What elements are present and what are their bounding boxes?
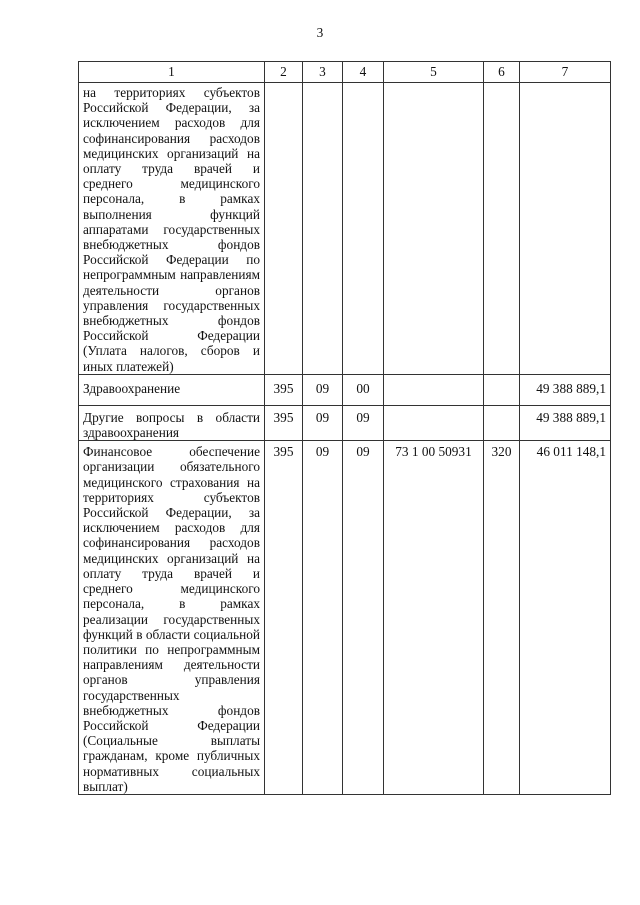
header-row: [79, 62, 611, 83]
row-name: Другие вопросы в области здравоохранения: [79, 405, 265, 440]
row-section: 09: [303, 405, 343, 440]
row-section: 09: [303, 374, 343, 405]
column-header: 7: [520, 62, 611, 83]
row-amount: [520, 83, 611, 375]
row-name: Финансовое обеспечение организации обязательного медицинского страхования на территориях субъектов Российской Федерации, за исключением расходов для софинансирования расходов медицинских организаций на оплату труда врачей и среднего медицинского персонала, в рамках реализации государственных функций в области социальной политики по непрограммным направлениям деятельности органов управления государственных внебюджетных фондов Российской Федерации (Социальные выплаты гражданам, кроме публичных нормативных социальных выплат): [79, 441, 265, 795]
row-name: на территориях субъектов Российской Федерации, за исключением расходов для софинансирования расходов медицинских организаций на оплату труда врачей и среднего медицинского персонала, в рамках выполнения функций аппаратами государственных внебюджетных фондов Российской Федерации по непрограммным направлениям деятельности органов управления государственных внебюджетных фондов Российской Федерации (Уплата налогов, сборов и иных платежей): [79, 83, 265, 375]
row-expense-type: [484, 83, 520, 375]
row-expense-type: 320: [484, 441, 520, 795]
row-name: Здравоохранение: [79, 374, 265, 405]
row-grbs: [265, 83, 303, 375]
column-header: 5: [384, 62, 484, 83]
budget-table: [78, 61, 611, 795]
row-subsection: [343, 83, 384, 375]
column-header: 1: [79, 62, 265, 83]
column-header: 2: [265, 62, 303, 83]
column-header: 3: [303, 62, 343, 83]
row-target-article: [384, 405, 484, 440]
table-row: [79, 441, 611, 795]
column-header: 6: [484, 62, 520, 83]
row-grbs: 395: [265, 374, 303, 405]
row-target-article: [384, 83, 484, 375]
row-expense-type: [484, 374, 520, 405]
row-target-article: 73 1 00 50931: [384, 441, 484, 795]
row-grbs: 395: [265, 405, 303, 440]
row-subsection: 09: [343, 441, 384, 795]
row-expense-type: [484, 405, 520, 440]
row-amount: 49 388 889,1: [520, 405, 611, 440]
table-row: [79, 83, 611, 375]
row-section: [303, 83, 343, 375]
row-subsection: 00: [343, 374, 384, 405]
row-grbs: 395: [265, 441, 303, 795]
page-number: 3: [316, 25, 324, 40]
row-subsection: 09: [343, 405, 384, 440]
row-amount: 49 388 889,1: [520, 374, 611, 405]
column-header: 4: [343, 62, 384, 83]
row-section: 09: [303, 441, 343, 795]
table-row: [79, 405, 611, 440]
table-row: [79, 374, 611, 405]
row-target-article: [384, 374, 484, 405]
row-amount: 46 011 148,1: [520, 441, 611, 795]
